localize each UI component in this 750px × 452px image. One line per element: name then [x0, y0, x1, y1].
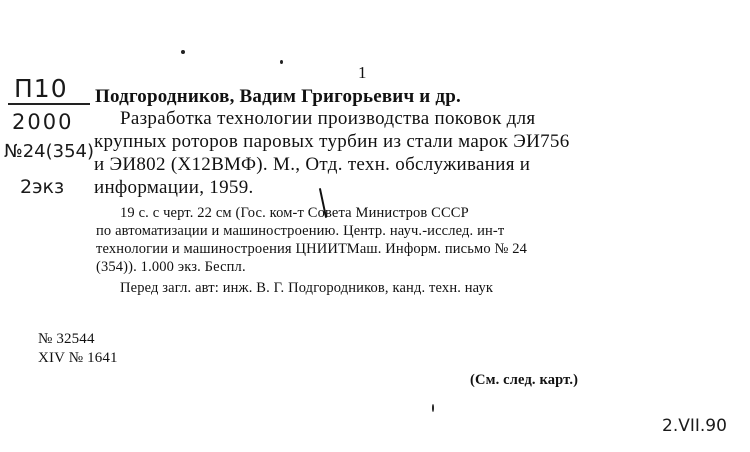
- author-heading: Подгородников, Вадим Григорьевич и др.: [95, 86, 461, 107]
- handwritten-year: 2000: [12, 110, 74, 134]
- handwritten-shelf-mark: П10: [14, 74, 68, 103]
- details-line-2: по автоматизации и машиностроению. Центр. науч.-исслед. ин-т: [96, 223, 505, 239]
- title-line-4: информации, 1959.: [94, 177, 254, 198]
- series-number: XIV № 1641: [38, 350, 118, 366]
- handwritten-date: 2.VII.90: [662, 416, 727, 436]
- continued-note: (См. след. карт.): [470, 372, 579, 388]
- catalog-number: № 32544: [38, 331, 95, 347]
- title-line-3: и ЭИ802 (Х12ВМФ). М., Отд. техн. обслуживания и: [94, 154, 531, 175]
- ink-speck: [181, 50, 185, 54]
- details-line-4: (354)). 1.000 экз. Беспл.: [96, 259, 246, 275]
- ink-speck: [432, 404, 434, 412]
- shelf-mark-underline: [8, 103, 90, 105]
- ink-speck: [280, 60, 283, 64]
- note-line: Перед загл. авт: инж. В. Г. Подгородников, канд. техн. наук: [120, 280, 494, 296]
- details-line-3: технологии и машиностроения ЦНИИТМаш. Информ. письмо № 24: [96, 241, 528, 257]
- details-line-1: 19 с. с черт. 22 см (Гос. ком-т Совета Министров СССР: [120, 205, 469, 221]
- handwritten-copies: 2экз: [20, 176, 65, 198]
- title-line-1: Разработка технологии производства поковок для: [120, 108, 536, 129]
- handwritten-issue: №24(354): [4, 141, 95, 162]
- title-line-2: крупных роторов паровых турбин из стали марок ЭИ756: [94, 131, 570, 152]
- card-number: 1: [358, 63, 367, 82]
